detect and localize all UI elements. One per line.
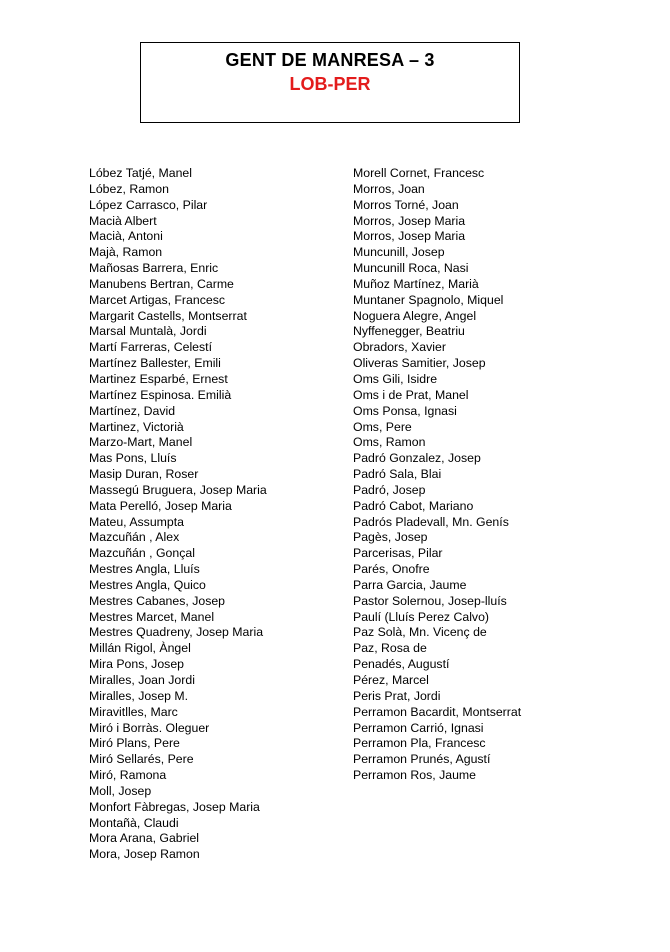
name-item: Miró Sellarés, Pere (89, 752, 194, 767)
name-item: Mora Arana, Gabriel (89, 831, 200, 846)
name-item: Marsal Muntalà, Jordi (89, 324, 207, 339)
name-item: Nyffenegger, Beatriu (353, 324, 465, 339)
name-item: Paulí (Lluís Perez Calvo) (353, 609, 490, 624)
name-item: Penadés, Augustí (353, 657, 450, 672)
name-item: Pastor Solernou, Josep-lluís (353, 593, 507, 608)
name-item: Montañà, Claudi (89, 815, 179, 830)
name-item: Mestres Quadreny, Josep Maria (89, 625, 264, 640)
name-item: Majà, Ramon (89, 245, 163, 260)
name-item: Masip Duran, Roser (89, 467, 199, 482)
name-item: Mazcuñán , Gonçal (89, 546, 195, 561)
name-item: Mestres Cabanes, Josep (89, 593, 226, 608)
name-list-left (89, 166, 267, 863)
name-item: Miralles, Joan Jordi (89, 673, 195, 687)
name-item: Padró Cabot, Mariano (353, 498, 474, 513)
name-item: Mañosas Barrera, Enric (89, 261, 219, 276)
name-item: Pagès, Josep (353, 530, 428, 545)
name-item: Lóbez, Ramon (89, 181, 169, 196)
name-item: Massegú Bruguera, Josep Maria (89, 482, 267, 497)
name-item: Pérez, Marcel (353, 673, 429, 687)
name-item: Mira Pons, Josep (89, 657, 185, 672)
name-item: Oms Ponsa, Ignasi (353, 403, 457, 418)
name-item: Oms i de Prat, Manel (353, 387, 469, 402)
name-item: Oms Gili, Isidre (353, 371, 438, 386)
name-item: Padró, Josep (353, 482, 426, 497)
name-item: Perramon Ros, Jaume (353, 768, 477, 783)
title-box (140, 42, 520, 123)
name-item: Miró, Ramona (89, 768, 167, 783)
name-item: Muncunill Roca, Nasi (353, 261, 469, 276)
name-item: Martínez, David (89, 403, 176, 418)
name-item: Parra Garcia, Jaume (353, 577, 467, 592)
page-title: GENT DE MANRESA – 3 (225, 50, 435, 70)
name-item: Mestres Marcet, Manel (89, 609, 215, 624)
name-item: Mata Perelló, Josep Maria (89, 498, 232, 513)
name-item: Oliveras Samitier, Josep (353, 356, 486, 371)
name-item: Muncunill, Josep (353, 245, 445, 260)
name-item: Padró Sala, Blai (353, 467, 442, 482)
page-subtitle: LOB-PER (289, 74, 371, 94)
name-item: Morros, Josep Maria (353, 229, 466, 244)
name-item: Martí Farreras, Celestí (89, 340, 212, 355)
name-item: Obradors, Xavier (353, 340, 446, 355)
name-item: Marcet Artigas, Francesc (89, 292, 225, 307)
name-item: López Carrasco, Pilar (89, 197, 208, 212)
name-item: Morell Cornet, Francesc (353, 166, 485, 180)
name-item: Moll, Josep (89, 783, 152, 798)
name-item: Margarit Castells, Montserrat (89, 308, 247, 323)
name-item: Manubens Bertran, Carme (89, 276, 234, 291)
name-item: Morros, Josep Maria (353, 213, 466, 228)
name-item: Paz Solà, Mn. Vicenç de (353, 625, 487, 640)
name-item: Mora, Josep Ramon (89, 847, 200, 862)
name-item: Morros Torné, Joan (353, 197, 459, 212)
name-item: Perramon Pla, Francesc (353, 736, 486, 751)
name-item: Morros, Joan (353, 181, 425, 196)
name-item: Martinez Esparbé, Ernest (89, 371, 228, 386)
name-item: Macià, Antoni (89, 229, 163, 244)
name-item: Perramon Prunés, Agustí (353, 752, 491, 767)
name-item: Martínez Espinosa. Emilià (89, 387, 232, 402)
name-item: Oms, Ramon (353, 435, 426, 450)
name-item: Lóbez Tatjé, Manel (89, 166, 192, 180)
name-item: Parés, Onofre (353, 562, 430, 577)
name-item: Miralles, Josep M. (89, 688, 189, 703)
name-item: Muñoz Martínez, Marià (353, 276, 479, 291)
name-item: Martínez Ballester, Emili (89, 356, 221, 371)
name-item: Muntaner Spagnolo, Miquel (353, 292, 504, 307)
name-item: Noguera Alegre, Angel (353, 308, 477, 323)
name-item: Paz, Rosa de (353, 641, 427, 656)
name-item: Mestres Angla, Quico (89, 577, 206, 592)
name-item: Marzo-Mart, Manel (89, 435, 193, 450)
name-item: Mestres Angla, Lluís (89, 562, 200, 577)
name-item: Miró Plans, Pere (89, 736, 180, 751)
name-item: Miró i Borràs. Oleguer (89, 720, 210, 735)
name-item: Parcerisas, Pilar (353, 546, 443, 561)
name-item: Perramon Bacardit, Montserrat (353, 704, 522, 719)
name-item: Mazcuñán , Alex (89, 530, 180, 545)
name-item: Mas Pons, Lluís (89, 451, 177, 466)
name-item: Miravitlles, Marc (89, 704, 178, 719)
name-item: Macià Albert (89, 213, 157, 228)
name-item: Mateu, Assumpta (89, 514, 185, 529)
name-list-right (353, 166, 521, 784)
name-item: Peris Prat, Jordi (353, 688, 441, 703)
name-item: Oms, Pere (353, 419, 412, 434)
name-item: Millán Rigol, Àngel (89, 641, 191, 656)
name-item: Padrós Pladevall, Mn. Genís (353, 514, 509, 529)
name-item: Martinez, Victorià (89, 419, 184, 434)
name-item: Perramon Carrió, Ignasi (353, 720, 484, 735)
name-item: Monfort Fàbregas, Josep Maria (89, 799, 260, 814)
name-item: Padró Gonzalez, Josep (353, 451, 481, 466)
